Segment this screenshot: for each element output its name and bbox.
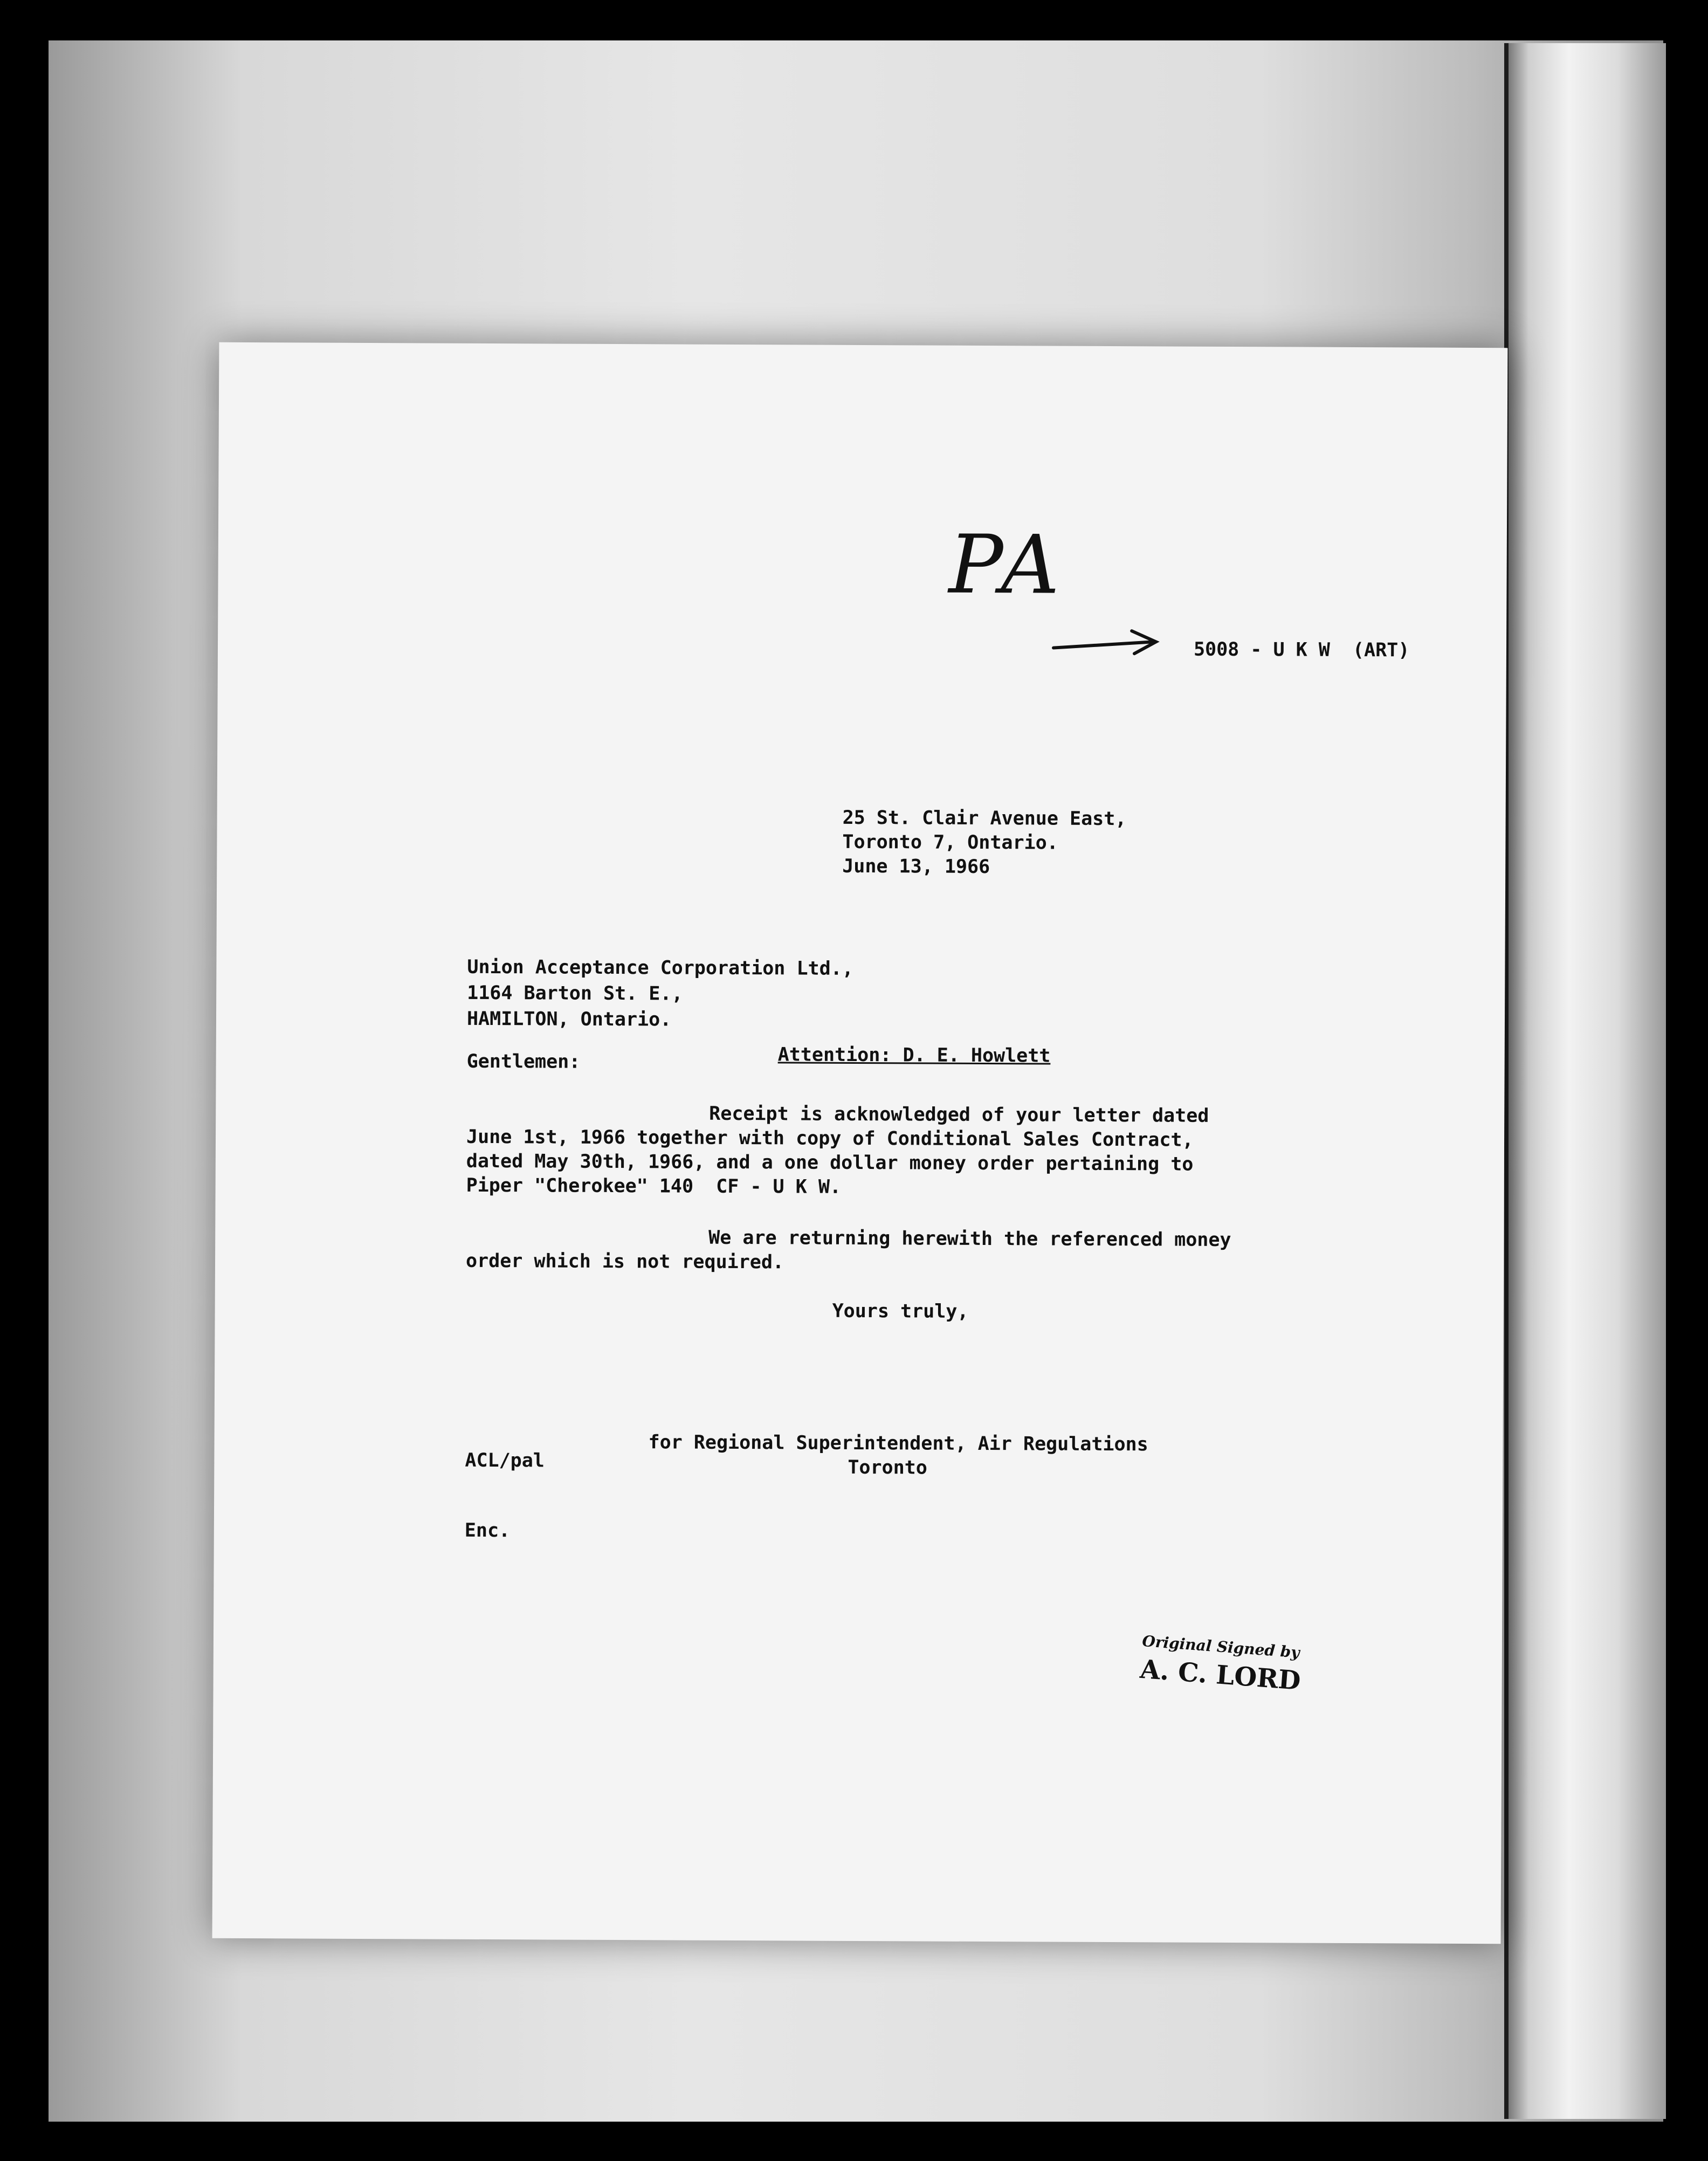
sender-address-line2: Toronto 7, Ontario.: [842, 831, 1058, 854]
sender-address-line1: 25 St. Clair Avenue East,: [842, 807, 1127, 830]
recipient-line3: HAMILTON, Ontario.: [466, 1008, 672, 1031]
signature-title: for Regional Superintendent, Air Regulations: [648, 1432, 1148, 1456]
salutation: Gentlemen:: [466, 1050, 581, 1073]
signature-location: Toronto: [848, 1456, 927, 1479]
attention-line: Attention: D. E. Howlett: [777, 1044, 1051, 1067]
arrow-icon: [1051, 627, 1164, 659]
body-line: order which is not required.: [465, 1250, 784, 1274]
recipient-line1: Union Acceptance Corporation Ltd.,: [467, 956, 853, 980]
stamp-line1: Original Signed by: [1141, 1632, 1300, 1662]
body-line: June 1st, 1966 together with copy of Conditional Sales Contract,: [466, 1126, 1194, 1151]
letter-page: [212, 342, 1508, 1944]
typist-reference: ACL/pal: [465, 1449, 545, 1472]
body-line: We are returning herewith the referenced money: [708, 1227, 1231, 1251]
handwritten-initials: PA: [948, 518, 1065, 612]
stamp-signer: A. C. LORD: [1139, 1654, 1302, 1696]
signature-stamp: [1139, 1632, 1304, 1696]
body-line: Receipt is acknowledged of your letter dated: [709, 1103, 1209, 1127]
folder-edge: [1504, 43, 1666, 2119]
closing: Yours truly,: [832, 1300, 969, 1323]
body-line: Piper "Cherokee" 140 CF - U K W.: [466, 1174, 842, 1198]
enclosure-note: Enc.: [464, 1519, 511, 1542]
file-reference: 5008 - U K W (ART): [1193, 638, 1410, 662]
recipient-line2: 1164 Barton St. E.,: [467, 982, 683, 1005]
body-line: dated May 30th, 1966, and a one dollar money order pertaining to: [466, 1150, 1194, 1175]
letter-date: June 13, 1966: [842, 855, 990, 878]
